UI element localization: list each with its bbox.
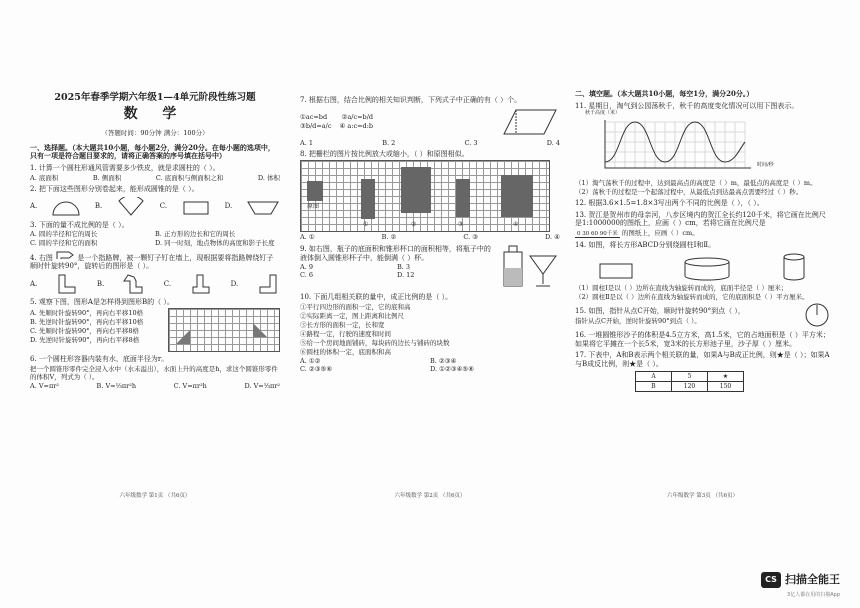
question-7: 7. 根据右图，结合比例的相关知识判断，下列式子中正确的有（ ）个。: [300, 96, 522, 104]
statement: ⑥圆柱的体积一定，底面积和高: [300, 348, 391, 357]
fence-scale-grid: 原图 ① ② ③ ④: [300, 160, 550, 232]
option: B.: [94, 202, 103, 211]
option: D.: [230, 279, 239, 288]
question-3: 3. 下面的量不成比例的是（ ）。: [30, 220, 129, 229]
transform-grid-figure: [168, 308, 280, 352]
exam-page-2: [300, 80, 560, 500]
sector-shape-icon: [116, 197, 146, 217]
option: D. 同一时刻，地点物体的高度和影子长度: [155, 238, 275, 247]
scanner-logo-icon: CS: [761, 572, 781, 588]
fence-original-image: [307, 181, 323, 201]
cylinder-1-icon: [682, 256, 732, 282]
page-footer: 六年级数学 第3页 （共6页）: [667, 493, 738, 500]
exam-meta: （答题时间：90分钟 满分：100分）: [101, 129, 209, 138]
page-footer: 六年级数学 第2页 （共6页）: [394, 493, 466, 500]
question-15-block: [575, 302, 830, 328]
question-14-part-1: （1）圆柱Ⅰ是以（ ）边所在直线为轴旋转而成的，底面半径是（ ）厘米；: [575, 283, 788, 292]
option: D. 4: [546, 138, 560, 147]
option: D. ①②③④⑤⑥: [430, 365, 475, 374]
option: A.: [30, 202, 38, 211]
table-row: [636, 371, 744, 381]
ab-proportion-table: [635, 371, 744, 392]
clock-pointer-icon: [804, 302, 830, 328]
statement: ③b/d=a/c: [300, 122, 332, 131]
exam-page-3: [575, 80, 830, 500]
rotated-signpost-b-icon: [122, 273, 146, 295]
swing-height-chart: [585, 109, 830, 178]
swing-sine-curve-icon: [595, 118, 765, 178]
subject-title: 数 学: [123, 105, 187, 122]
section-2-heading: 二、填空题。（本大题共10小题，每空1分，满分20分。）: [575, 89, 754, 98]
option: D. V=⅓πr²: [244, 381, 280, 390]
question-9-options: [300, 263, 494, 279]
option: A. ①②: [300, 357, 321, 366]
option: B.: [96, 279, 105, 288]
question-13: 13. 贺江是贺州市的母亲河，八步区境内的贺江全长约120千米，将它画在比例尺是1:1000000的图纸上，应画（ ）cm，若将它画在比例尺是: [575, 210, 826, 228]
option: A. V=πr²: [30, 381, 59, 390]
question-14-part-2: （2）圆柱Ⅱ是以（ ）边所在直线为轴旋转而成的，它的底面积是（ ）平方厘米。: [575, 292, 809, 301]
question-14: 14. 如图，将长方形ABCD分别绕圆柱Ⅰ和Ⅱ。: [575, 240, 716, 249]
parallelogram-figure-icon: [500, 106, 560, 138]
option: A. 圆的半径和它的周长: [30, 230, 98, 239]
option: D.: [224, 202, 233, 211]
question-11: 11. 星期日，淘气到公园荡秋千，秋千的高度变化情况可以用下图表示。: [575, 101, 799, 110]
bottle-and-cone-cup-icon: [500, 242, 560, 290]
question-7-block: [300, 106, 560, 138]
question-13-scale: 0 30 60 90千米 的图纸上，应画（ ）cm。: [577, 229, 699, 237]
option: B. ②③④: [430, 357, 457, 366]
rotated-signpost-a-icon: [55, 273, 79, 295]
question-8-options: [300, 233, 560, 241]
option: D. 先逆时针旋转90°，再向右平移8格: [30, 336, 140, 345]
chart-y-title: 秋千高度（米）: [585, 109, 621, 116]
option: B. 2: [382, 138, 396, 147]
question-6: 6. 一个圆柱形容器内装有水，底面半径为r。: [30, 354, 169, 363]
table-cell: 5: [672, 371, 708, 381]
option: C.: [159, 202, 168, 211]
option: C.: [163, 279, 172, 288]
question-11-part-1: （1）淘气荡秋千的过程中，达到最高点的高度是（ ）m，最低点的高度是（ ）m。: [575, 178, 817, 187]
table-cell: 120: [672, 381, 708, 391]
cylinder-2-icon: [779, 252, 809, 282]
question-17: 17. 下表中，A和B表示两个相关联的量，如果A与B成正比例，则★是（ ）；如果A与B成反比例，则★是（ ）。: [575, 351, 830, 369]
option: C. 圆的半径和它的面积: [30, 238, 98, 247]
rotated-signpost-c-icon: [189, 273, 213, 295]
table-row: [636, 381, 744, 391]
question-9-block: [300, 242, 560, 290]
table-cell: A: [636, 371, 672, 381]
question-16: 16. 一堆圆锥形沙子的体积是4.5立方米，高1.5米，它的占地面积是（ ）平方米；如果将它平摊在一个长5米，宽3米的长方形池子里，沙子厚（ ）厘米。: [575, 330, 830, 348]
option: C. ③: [463, 232, 479, 241]
table-cell: 150: [708, 381, 744, 391]
question-1-options: [30, 174, 280, 182]
question-6-options: [30, 382, 280, 390]
question-1: 1. 计算一个圆柱形通风管需要多少铁皮，就是求圆柱的（ ）。: [30, 164, 220, 172]
option: B. 3: [397, 263, 411, 272]
section-1-heading: 一、选择题。（本大题共10小题，每小题2分，满分20分。在每小题的选项中，只有一项是符合题目要求的，请将正确答案的序号填在括号中）: [30, 142, 275, 161]
question-15: 15. 如图，指针从点C开始，顺时针旋转90°到点（ ），: [575, 306, 745, 315]
question-5-block: [30, 308, 280, 352]
option: A. 底面积: [30, 173, 59, 182]
question-2-shapes: [30, 196, 280, 218]
option: C. ②③⑤⑥: [300, 365, 333, 374]
question-3-options: [30, 230, 280, 246]
question-10: 10. 下面几组相关联的量中，成正比例的是（ ）。: [300, 292, 453, 301]
rectangle-shape-icon: [181, 197, 211, 217]
question-7-options: [300, 139, 560, 147]
option: C. V=πr²h: [173, 381, 207, 390]
rectangle-abcd-icon: [596, 260, 636, 282]
statement: ①ac=bd: [300, 113, 328, 122]
scanner-slogan: 3亿人都在用的扫描App: [787, 592, 840, 598]
question-4-shapes: [30, 273, 280, 295]
option: D. 体积: [257, 173, 280, 182]
question-6-body: 把一个圆锥形零件完全浸入水中（水未溢出），水面上升的高度是h，求这个圆锥形零件的体积V，列式为（ ）。: [30, 364, 278, 381]
line-scale-bar: 0 30 60 90千米: [577, 231, 618, 237]
option: B. ②: [381, 232, 397, 241]
option: B. 正方形的边长和它的周长: [155, 230, 236, 239]
statement: ②实际距离一定，图上距离和比例尺: [300, 311, 404, 320]
question-15-part-2: 指针从点C开始，逆时针旋转90°到点（ ）。: [575, 316, 701, 325]
table-cell: B: [636, 381, 672, 391]
option: D. 12: [397, 271, 415, 280]
option: C. 先顺时针旋转90°，再向右平移8格: [30, 327, 140, 336]
table-cell: ★: [708, 371, 744, 381]
option: D. ④: [545, 232, 560, 241]
question-11-part-2: （2）荡秋千的过程是一个起落过程中，从最低点到达最高点需要经过（ ）秒。: [575, 187, 803, 196]
question-14-figure: [575, 252, 830, 282]
triangle-figures-icon: [169, 309, 281, 353]
option: B. 先逆时针旋转90°，再向右平移10格: [30, 318, 144, 326]
question-12: 12. 根据3.6×1.5=1.8×3写出两个不同的比例是（ ），（ ）。: [575, 198, 764, 207]
exam-page-1: [30, 80, 280, 500]
option: C. 底面积与侧面积之和: [155, 173, 224, 182]
option: B. V=⅓πr²h: [96, 381, 137, 390]
statement: ⑤给一个房间地面铺砖，每块砖的边长与铺砖的块数: [300, 339, 450, 347]
trapezoid-shape-icon: [246, 197, 280, 217]
page-footer: 六年级数学 第1页 （共6页）: [119, 493, 191, 500]
rotated-signpost-d-icon: [256, 273, 280, 295]
signpost-icon: [55, 250, 75, 260]
option: A. ①: [300, 232, 315, 241]
option: A. 1: [300, 138, 313, 147]
question-4: 4. 右图 是一个指路牌，被一颗钉子钉在墙上，现根据要将指路牌绕钉子顺时针旋转90°，旋转后的图形是（ ）。: [30, 250, 280, 272]
semicircle-shape-icon: [51, 197, 81, 217]
fence-option-4-image: [501, 175, 533, 217]
fence-option-3-image: [456, 179, 470, 217]
chart-x-title: 时间/秒: [757, 161, 774, 168]
question-5: 5. 观察下图，图形A是怎样得到图形B的（ ）。: [30, 298, 174, 307]
statement: ④路程一定，行驶的速度和时间: [300, 329, 391, 338]
question-8: 8. 把栅栏的图片按比例放大或缩小，（ ）和原图相似。: [300, 149, 469, 158]
scanner-watermark: [761, 572, 840, 588]
option: A. 9: [300, 263, 313, 272]
option: A.: [30, 279, 38, 288]
scanner-app-name: 扫描全能王: [785, 573, 840, 587]
statement: ③长方形的面积一定，长和宽: [300, 320, 385, 329]
question-10-options: [300, 357, 560, 373]
fence-option-1-image: [361, 179, 375, 219]
statement: ④ a:c=d:b: [339, 122, 374, 131]
option: C. 3: [464, 138, 478, 147]
fence-option-2-image: [401, 167, 431, 213]
question-9: 9. 如右图，瓶子的底面积和锥形杯口的面积相等，将瓶子中的液体倒入圆锥形杯子中，能倒满（ ）杯。: [300, 244, 491, 262]
statement: ②a/c=b/d: [341, 113, 374, 122]
option: B. 侧面积: [92, 173, 122, 182]
statement: ①平行四边形的面积一定，它的底和高: [300, 302, 411, 311]
question-2: 2. 把下面这些图形分别卷起来，能形成圆锥的是（ ）。: [30, 184, 199, 193]
option: C. 6: [300, 271, 314, 280]
option: A. 先顺时针旋转90°，再向右平移10格: [30, 308, 144, 317]
exam-title: 2025年春季学期六年级1—4单元阶段性练习题: [54, 92, 256, 103]
